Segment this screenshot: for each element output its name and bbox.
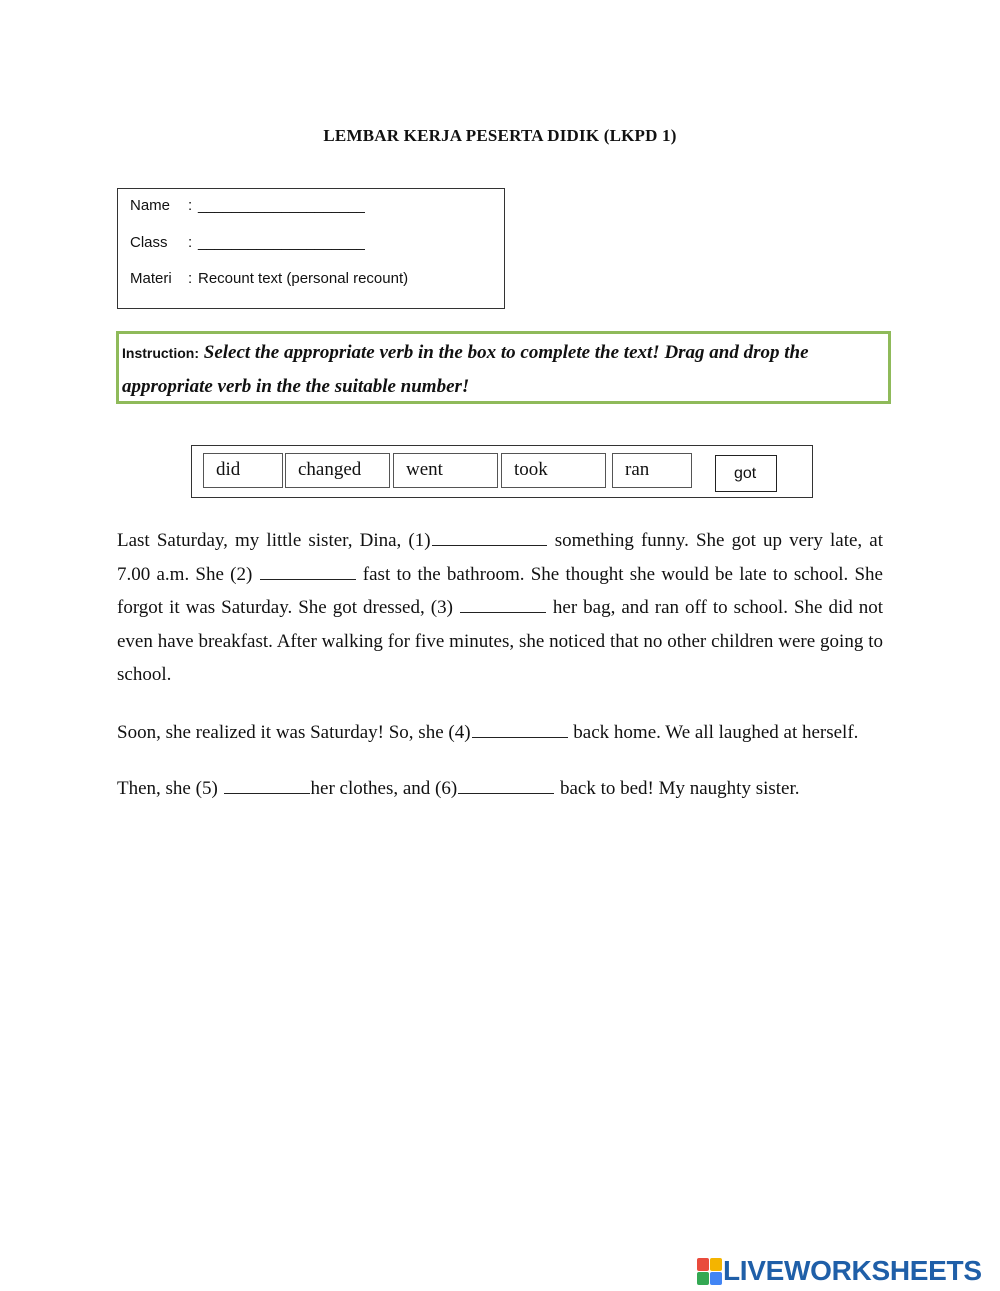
materi-value: Recount text (personal recount)	[198, 270, 409, 287]
word-bank	[191, 445, 813, 498]
materi-row: Materi : Recount text (personal recount)	[130, 270, 409, 287]
blank-5[interactable]	[224, 775, 310, 794]
story-paragraph-2: Soon, she realized it was Saturday! So, she (4) back home. We all laughed at herself.	[117, 716, 883, 750]
word-took[interactable]: took	[501, 453, 606, 488]
page-title: LEMBAR KERJA PESERTA DIDIK (LKPD 1)	[323, 126, 677, 145]
word-went[interactable]: went	[393, 453, 498, 488]
instruction-box	[116, 331, 891, 404]
story-paragraph-3: Then, she (5) her clothes, and (6) back to bed! My naughty sister.	[117, 772, 883, 806]
class-field[interactable]: ____________________	[198, 234, 365, 251]
name-row: Name : ____________________	[130, 197, 365, 214]
blank-4[interactable]	[472, 719, 568, 738]
materi-label: Materi	[130, 270, 172, 287]
class-label: Class	[130, 234, 168, 251]
class-row: Class : ____________________	[130, 234, 365, 251]
word-changed[interactable]: changed	[285, 453, 390, 488]
liveworksheets-logo	[697, 1254, 982, 1288]
name-label: Name	[130, 197, 171, 214]
blank-6[interactable]	[458, 775, 554, 794]
word-ran[interactable]: ran	[612, 453, 692, 488]
word-did[interactable]: did	[203, 453, 283, 488]
name-field[interactable]: ____________________	[198, 197, 365, 214]
instruction-lead: Instruction:	[122, 345, 199, 361]
instruction-text: Select the appropriate verb in the box to complete the text! Drag and drop the appropriate verb in the the suitable number!	[122, 342, 809, 397]
student-info-box	[117, 188, 505, 309]
story-paragraph-1: Last Saturday, my little sister, Dina, (1) something funny. She got up very late, at 7.00 a.m. She (2) fast to the bathroom. She thought she would be late to school. She forgot it was Saturday. She got dressed, (3) her bag, and ran off to school. She did not even have breakfast. After walking for five minutes, she noticed that no other children were going to school.	[117, 524, 883, 692]
blank-3[interactable]	[460, 594, 546, 613]
blank-2[interactable]	[260, 561, 356, 580]
word-got[interactable]: got	[715, 455, 777, 492]
brand-name: LIVEWORKSHEETS	[723, 1255, 982, 1286]
blank-1[interactable]	[432, 527, 547, 546]
liveworksheets-logo-icon	[697, 1258, 721, 1284]
